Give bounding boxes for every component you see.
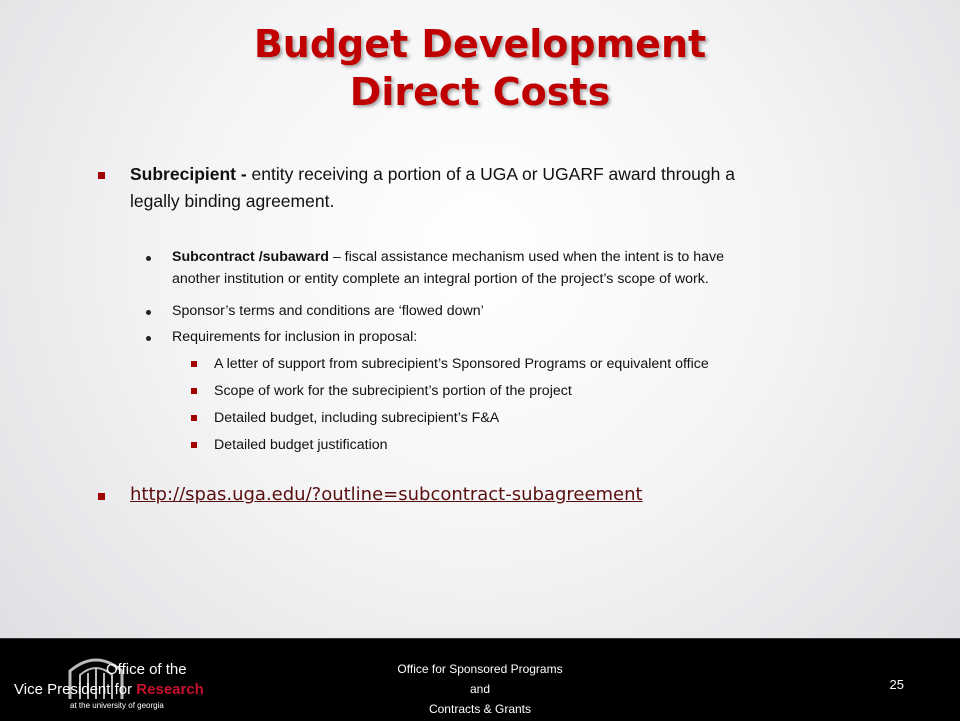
square-bullet-icon [98, 493, 105, 500]
subrecipient-text-2: legally binding agreement. [130, 191, 335, 211]
square-bullet-icon [191, 415, 197, 421]
subcontract-text-2: another institution or entity complete an integral portion of the project’s scope of work. [172, 271, 709, 287]
title-line-2: Direct Costs [349, 70, 611, 114]
dot-bullet-icon [146, 256, 151, 261]
footer-office-name [300, 659, 660, 719]
req-detailed-budget: Detailed budget, including subrecipient’s F&A [214, 410, 500, 426]
slide-title [0, 20, 960, 116]
footer-line-2: and [469, 682, 491, 696]
logo-vice-president [14, 681, 204, 698]
square-bullet-icon [191, 388, 197, 394]
square-bullet-icon [191, 442, 197, 448]
logo-office-of-the: Office of the [106, 661, 187, 678]
term-subrecipient: Subrecipient - [130, 164, 247, 184]
logo-research-text: Research [136, 681, 204, 698]
bullet-requirements: Requirements for inclusion in proposal: [172, 329, 418, 345]
subrecipient-text-1: entity receiving a portion of a UGA or UGARF award through a [246, 164, 735, 184]
bullet-subrecipient [130, 161, 860, 215]
req-scope-of-work: Scope of work for the subrecipient’s portion of the project [214, 383, 572, 399]
title-line-1: Budget Development [253, 22, 707, 66]
req-budget-justification: Detailed budget justification [214, 437, 388, 453]
footer [0, 638, 960, 721]
subcontract-link[interactable]: http://spas.uga.edu/?outline=subcontract-subagreement [130, 484, 643, 505]
bullet-subcontract [172, 246, 862, 290]
square-bullet-icon [191, 361, 197, 367]
footer-line-3: Contracts & Grants [428, 702, 532, 716]
ovpr-logo [14, 651, 204, 713]
bullet-sponsor-terms: Sponsor’s terms and conditions are ‘flowed down’ [172, 303, 484, 319]
logo-vp-text: Vice President for [14, 681, 137, 698]
footer-line-1: Office for Sponsored Programs [397, 662, 563, 676]
square-bullet-icon [98, 172, 105, 179]
req-letter-of-support: A letter of support from subrecipient’s Sponsored Programs or equivalent office [214, 356, 709, 372]
dot-bullet-icon [146, 310, 151, 315]
subcontract-text-1: – fiscal assistance mechanism used when the intent is to have [328, 249, 724, 265]
logo-uga-text: at the university of georgia [70, 701, 164, 710]
dot-bullet-icon [146, 336, 151, 341]
term-subcontract: Subcontract /subaward [172, 249, 329, 265]
page-number: 25 [889, 677, 904, 692]
